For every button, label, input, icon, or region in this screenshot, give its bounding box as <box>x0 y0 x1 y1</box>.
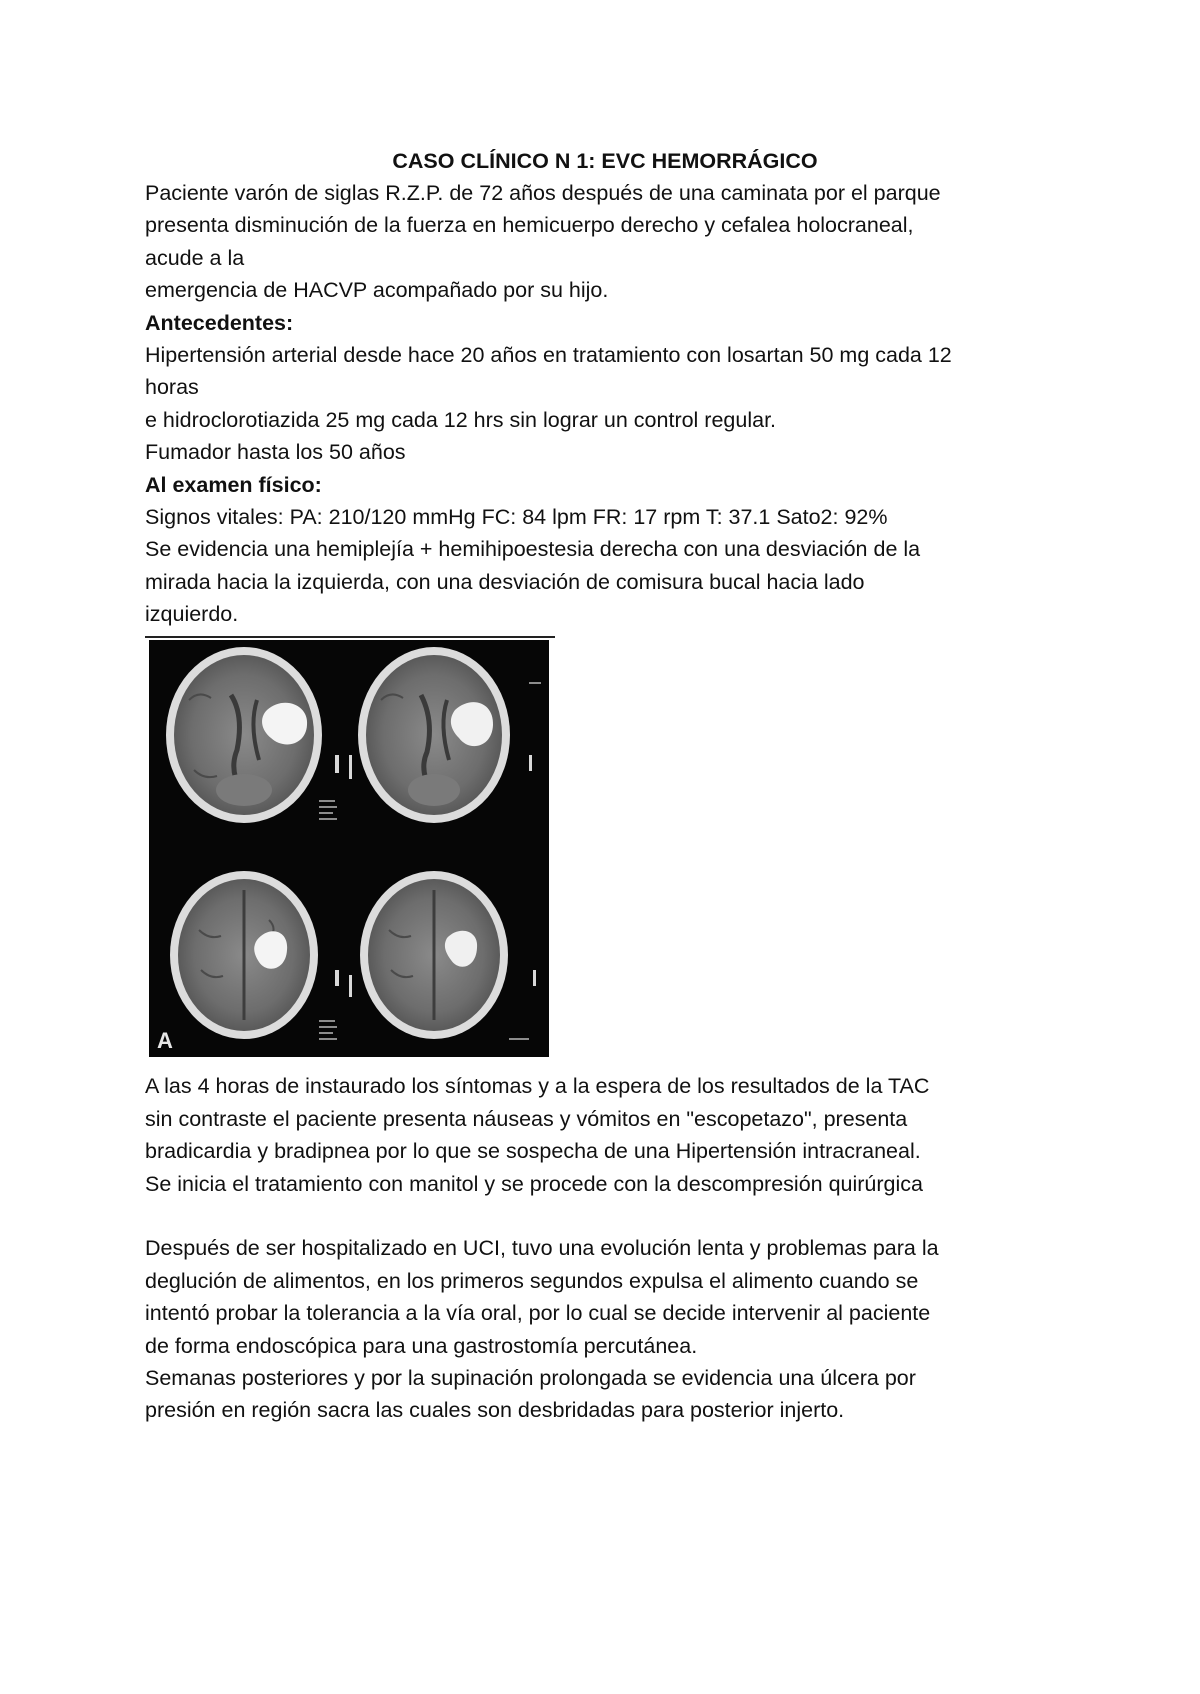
antecedentes-line-3: e hidroclorotiazida 25 mg cada 12 hrs sin lograr un control regular. <box>145 407 777 432</box>
followup-line-5: Semanas posteriores y por la supinación prolongada se evidencia una úlcera por <box>145 1365 916 1390</box>
antecedentes-heading: Antecedentes: <box>145 310 294 335</box>
ct-slice-top-left <box>166 647 322 823</box>
ct-scan-figure <box>149 640 549 1057</box>
intro-line-2: presenta disminución de la fuerza en hemicuerpo derecho y cefalea holocraneal, <box>145 213 914 238</box>
horizontal-rule <box>145 636 555 638</box>
intro-line-4: emergencia de HACVP acompañado por su hijo. <box>145 278 609 303</box>
evolution-line-2: sin contraste el paciente presenta náuseas y vómitos en "escopetazo", presenta <box>145 1106 908 1131</box>
ct-slice-bottom-left <box>170 871 318 1039</box>
followup-line-4: de forma endoscópica para una gastrostomía percutánea. <box>145 1333 698 1358</box>
document-title: CASO CLÍNICO N 1: EVC HEMORRÁGICO <box>392 149 818 173</box>
followup-line-3: intentó probar la tolerancia a la vía oral, por lo cual se decide intervenir al paciente <box>145 1301 931 1326</box>
examen-heading: Al examen físico: <box>145 472 322 497</box>
document-page <box>145 145 1065 1427</box>
followup-line-2: deglución de alimentos, en los primeros segundos expulsa el alimento cuando se <box>145 1268 919 1293</box>
evolution-line-3: bradicardia y bradipnea por lo que se sospecha de una Hipertensión intracraneal. <box>145 1139 921 1164</box>
ct-slice-bottom-right <box>360 871 508 1039</box>
intro-line-3: acude a la <box>145 245 245 270</box>
evolution-line-4: Se inicia el tratamiento con manitol y se procede con la descompresión quirúrgica <box>145 1171 923 1196</box>
ct-scan-image <box>149 640 549 1057</box>
examen-line-2: Se evidencia una hemiplejía + hemihipoestesia derecha con una desviación de la <box>145 537 921 562</box>
followup-line-6: presión en región sacra las cuales son desbridadas para posterior injerto. <box>145 1398 845 1423</box>
followup-line-1: Después de ser hospitalizado en UCI, tuvo una evolución lenta y problemas para la <box>145 1236 939 1261</box>
ct-slice-top-right <box>358 647 510 823</box>
antecedentes-line-2: horas <box>145 375 199 400</box>
evolution-line-1: A las 4 horas de instaurado los síntomas y a la espera de los resultados de la TAC <box>145 1074 930 1099</box>
paragraph-gap <box>145 1200 1065 1232</box>
panel-label: A <box>157 1028 173 1054</box>
examen-line-1: Signos vitales: PA: 210/120 mmHg FC: 84 lpm FR: 17 rpm T: 37.1 Sato2: 92% <box>145 504 888 529</box>
examen-line-3: mirada hacia la izquierda, con una desviación de comisura bucal hacia lado <box>145 569 865 594</box>
examen-line-4: izquierdo. <box>145 602 239 627</box>
antecedentes-line-1: Hipertensión arterial desde hace 20 años en tratamiento con losartan 50 mg cada 12 <box>145 342 952 367</box>
antecedentes-line-4: Fumador hasta los 50 años <box>145 440 406 465</box>
intro-line-1: Paciente varón de siglas R.Z.P. de 72 años después de una caminata por el parque <box>145 181 941 205</box>
